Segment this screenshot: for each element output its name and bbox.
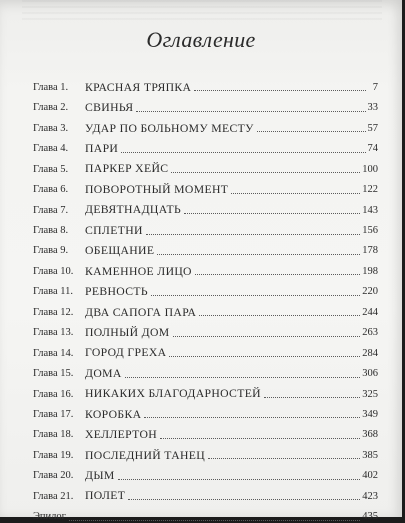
page-number: 306 <box>362 368 378 380</box>
toc-row <box>33 318 378 338</box>
chapter-label: Глава 1. <box>33 81 69 93</box>
toc-row <box>33 216 378 236</box>
dot-leader <box>194 80 366 91</box>
dot-leader <box>195 264 360 275</box>
toc-row <box>33 114 378 134</box>
page-number: 244 <box>362 306 378 318</box>
page-number: 385 <box>362 449 378 461</box>
dot-leader <box>125 367 361 378</box>
dot-leader <box>257 121 366 132</box>
toc-row <box>33 420 378 440</box>
dot-leader <box>169 346 360 357</box>
dot-leader <box>264 387 360 398</box>
chapter-title: СВИНЬЯ <box>85 101 134 115</box>
chapter-title: ПАРКЕР ХЕЙС <box>85 162 169 176</box>
chapter-label: Глава 21. <box>33 490 74 502</box>
toc-row <box>33 237 378 257</box>
chapter-title: ПАРИ <box>85 142 119 156</box>
toc-row-epilogue <box>33 502 378 522</box>
page-number: 263 <box>362 327 378 339</box>
page-number: 349 <box>362 408 378 420</box>
chapter-title: ПОВОРОТНЫЙ МОМЕНТ <box>85 182 229 196</box>
page-number: 178 <box>362 245 378 257</box>
chapter-label: Глава 8. <box>33 225 69 236</box>
dot-leader <box>231 183 360 194</box>
dot-leader <box>151 285 360 296</box>
chapter-title: ДЫМ <box>85 469 115 483</box>
chapter-title: ГОРОД ГРЕХА <box>85 346 167 360</box>
dot-leader <box>69 510 360 521</box>
toc-row <box>33 441 378 461</box>
chapter-title: ДЕВЯТНАДЦАТЬ <box>85 203 182 217</box>
dot-leader <box>160 428 360 439</box>
toc-row <box>33 155 378 175</box>
toc-row <box>33 257 378 277</box>
page-number: 402 <box>362 470 378 482</box>
chapter-label: Глава 18. <box>33 429 74 441</box>
dot-leader <box>118 469 361 480</box>
chapter-title: СПЛЕТНИ <box>85 223 143 237</box>
chapter-title: КРАСНАЯ ТРЯПКА <box>85 80 192 94</box>
toc-row <box>33 461 378 481</box>
dot-leader <box>136 101 365 112</box>
chapter-label: Глава 9. <box>33 245 69 257</box>
chapter-label: Глава 4. <box>33 143 69 155</box>
chapter-label: Глава 6. <box>33 184 69 196</box>
toc-row <box>33 298 378 318</box>
chapter-title: ПОСЛЕДНИЙ ТАНЕЦ <box>85 448 206 462</box>
chapter-label: Глава 15. <box>33 368 74 380</box>
chapter-label: Глава 3. <box>33 122 69 134</box>
chapter-title: НИКАКИХ БЛАГОДАРНОСТЕЙ <box>85 387 261 401</box>
page-number: 198 <box>362 265 378 277</box>
page-number: 57 <box>367 122 378 134</box>
epilogue-label: Эпилог <box>33 511 66 523</box>
chapter-label: Глава 13. <box>33 327 74 339</box>
dot-leader <box>121 142 365 153</box>
dot-leader <box>208 448 360 459</box>
chapter-title: ПОЛНЫЙ ДОМ <box>85 325 170 339</box>
page-number: 368 <box>362 429 378 441</box>
page-number: 423 <box>362 490 378 502</box>
dot-leader <box>128 489 360 500</box>
page-number: 122 <box>362 184 378 196</box>
chapter-title: КОРОБКА <box>85 407 142 421</box>
chapter-title: ДОМА <box>85 366 122 380</box>
page-bleed-texture <box>22 0 382 24</box>
chapter-title: ДВА САПОГА ПАРА <box>85 305 197 319</box>
dot-leader <box>157 244 360 255</box>
toc-row <box>33 380 378 400</box>
chapter-label: Глава 20. <box>33 470 74 482</box>
page-number: 33 <box>367 102 378 114</box>
chapter-label: Глава 7. <box>33 204 69 216</box>
chapter-label: Глава 10. <box>33 265 74 277</box>
dot-leader <box>171 162 360 173</box>
toc-row <box>33 73 378 93</box>
toc-row <box>33 400 378 420</box>
toc-row <box>33 196 378 216</box>
page-number: 435 <box>362 511 378 523</box>
page-number: 284 <box>362 347 378 359</box>
chapter-title: ПОЛЕТ <box>85 489 126 503</box>
chapter-title: КАМЕННОЕ ЛИЦО <box>85 264 192 278</box>
dot-leader <box>144 407 360 418</box>
dot-leader <box>146 224 360 235</box>
page-number: 7 <box>372 81 378 93</box>
table-of-contents <box>33 73 378 523</box>
page-number: 143 <box>362 204 378 216</box>
chapter-title: ОБЕЩАНИЕ <box>85 244 155 258</box>
dot-leader <box>184 203 360 214</box>
chapter-title: РЕВНОСТЬ <box>85 285 148 299</box>
page-number: 325 <box>362 388 378 400</box>
toc-row <box>33 339 378 359</box>
toc-row <box>33 482 378 502</box>
dot-leader <box>199 305 360 316</box>
chapter-label: Глава 16. <box>33 388 74 400</box>
chapter-label: Глава 14. <box>33 347 74 359</box>
chapter-label: Глава 12. <box>33 306 74 318</box>
page-number: 100 <box>362 163 378 175</box>
chapter-label: Глава 2. <box>33 102 69 114</box>
page-title: Оглавление <box>146 27 256 52</box>
chapter-label: Глава 5. <box>33 163 69 175</box>
chapter-label: Глава 11. <box>33 286 74 298</box>
chapter-title: УДАР ПО БОЛЬНОМУ МЕСТУ <box>85 121 254 135</box>
chapter-title: ХЕЛЛЕРТОН <box>85 428 158 442</box>
chapter-label: Глава 19. <box>33 449 74 461</box>
toc-row <box>33 93 378 113</box>
toc-row <box>33 134 378 154</box>
dot-leader <box>173 326 361 337</box>
toc-row <box>33 175 378 195</box>
page-number: 74 <box>367 143 378 155</box>
page-number: 156 <box>362 225 378 236</box>
toc-row <box>33 359 378 379</box>
toc-row <box>33 277 378 297</box>
page-number: 220 <box>362 286 378 298</box>
chapter-label: Глава 17. <box>33 408 74 420</box>
